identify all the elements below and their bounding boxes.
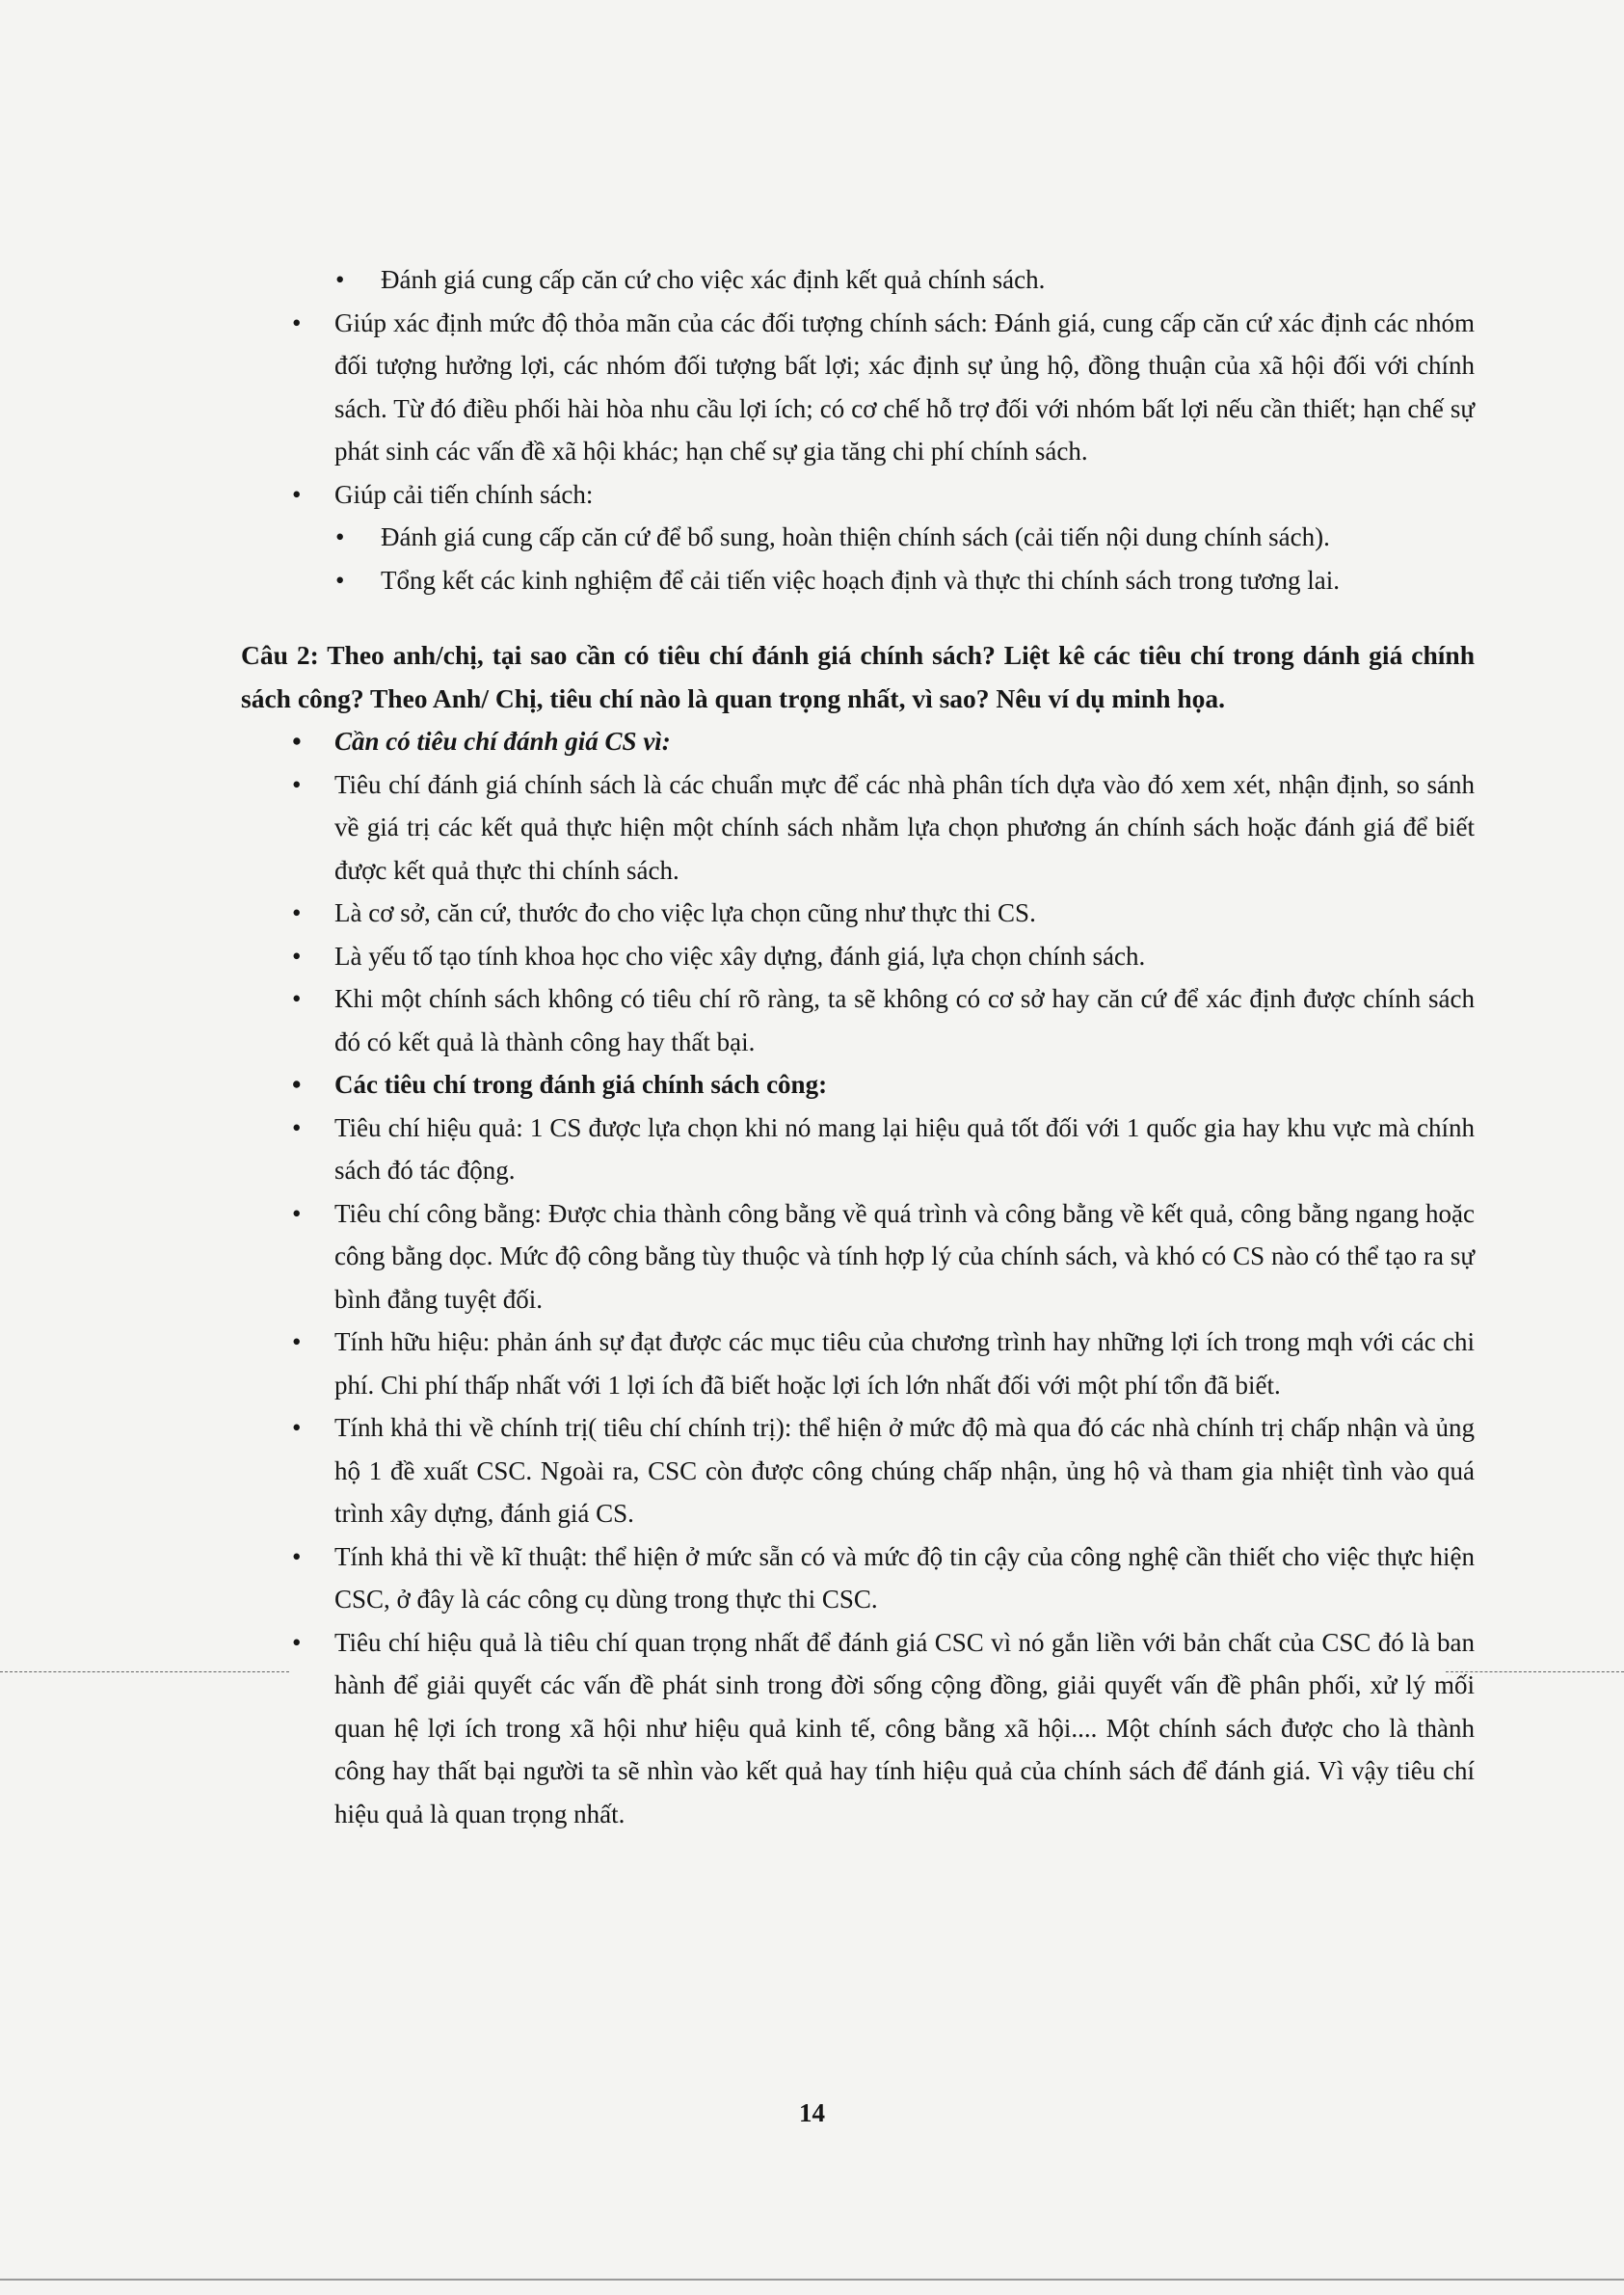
bullet-item: • Đánh giá cung cấp căn cứ để bổ sung, hoàn thiện chính sách (cải tiến nội dung chính sách). [241, 516, 1475, 559]
fold-line-left [0, 1671, 289, 1672]
page-number: 14 [799, 2098, 825, 2127]
question-heading: Câu 2: Theo anh/chị, tại sao cần có tiêu chí đánh giá chính sách? Liệt kê các tiêu chí trong dánh giá chính sách công? Theo Anh/ Chị, tiêu chí nào là quan trọng nhất, vì sao? Nêu ví dụ minh họa. [241, 640, 1475, 713]
bullet-item: • Tổng kết các kinh nghiệm để cải tiến việc hoạch định và thực thi chính sách trong tương lai. [241, 559, 1475, 602]
bullet-item: • Tiêu chí hiệu quả: 1 CS được lựa chọn khi nó mang lại hiệu quả tốt đối với 1 quốc gia hay khu vực mà chính sách đó tác động. [241, 1107, 1475, 1192]
page-content [241, 258, 1475, 1835]
bullet-item: • Tiêu chí công bằng: Được chia thành công bằng về quá trình và công bằng về kết quả, công bằng ngang hoặc công bằng dọc. Mức độ công bằng tùy thuộc và tính hợp lý của chính sách, và khó có CS nào có thể tạo ra sự bình đẳng tuyệt đối. [241, 1192, 1475, 1321]
bullet-item: • Tiêu chí hiệu quả là tiêu chí quan trọng nhất để đánh giá CSC vì nó gắn liền với bản chất của CSC đó là ban hành để giải quyết các vấn đề phát sinh trong đời sống cộng đồng, giải quyết vấn đề phân phối, xử lý mối quan hệ lợi ích trong xã hội như hiệu quả kinh tế, công bằng xã hội.... Một chính sách được cho là thành công hay thất bại người ta sẽ nhìn vào kết quả hay tính hiệu quả của chính sách để đánh giá. Vì vậy tiêu chí hiệu quả là quan trọng nhất. [241, 1621, 1475, 1836]
bullet-item: • Cần có tiêu chí đánh giá CS vì: [241, 720, 1475, 763]
page-bottom-edge [0, 2279, 1624, 2281]
bullet-item: • Là yếu tố tạo tính khoa học cho việc xây dựng, đánh giá, lựa chọn chính sách. [241, 935, 1475, 978]
bullet-item: • Tính khả thi về chính trị( tiêu chí chính trị): thể hiện ở mức độ mà qua đó các nhà chính trị chấp nhận và ủng hộ 1 đề xuất CSC. Ngoài ra, CSC còn được công chúng chấp nhận, ủng hộ và tham gia nhiệt tình vào quá trình xây dựng, đánh giá CS. [241, 1406, 1475, 1535]
bullet-item: • Tiêu chí đánh giá chính sách là các chuẩn mực để các nhà phân tích dựa vào đó xem xét, nhận định, so sánh về giá trị các kết quả thực hiện một chính sách nhằm lựa chọn phương án chính sách hoặc đánh giá để biết được kết quả thực thi chính sách. [241, 763, 1475, 893]
bullet-item: • Là cơ sở, căn cứ, thước đo cho việc lựa chọn cũng như thực thi CS. [241, 892, 1475, 935]
bullet-item: • Tính hữu hiệu: phản ánh sự đạt được các mục tiêu của chương trình hay những lợi ích trong mqh với các chi phí. Chi phí thấp nhất với 1 lợi ích đã biết hoặc lợi ích lớn nhất đối với một phí tổn đã biết. [241, 1321, 1475, 1406]
bullet-item: • Các tiêu chí trong đánh giá chính sách công: [241, 1063, 1475, 1107]
bullet-item: • Đánh giá cung cấp căn cứ cho việc xác định kết quả chính sách. [241, 258, 1475, 302]
fold-line-right [1446, 1671, 1624, 1672]
bullet-item: • Giúp cải tiến chính sách: [241, 473, 1475, 517]
bullet-item: • Khi một chính sách không có tiêu chí rõ ràng, ta sẽ không có cơ sở hay căn cứ để xác định được chính sách đó có kết quả là thành công hay thất bại. [241, 977, 1475, 1063]
bullet-item: • Tính khả thi về kĩ thuật: thể hiện ở mức sẵn có và mức độ tin cậy của công nghệ cần thiết cho việc thực hiện CSC, ở đây là các công cụ dùng trong thực thi CSC. [241, 1535, 1475, 1621]
bullet-item: • Giúp xác định mức độ thỏa mãn của các đối tượng chính sách: Đánh giá, cung cấp căn cứ xác định các nhóm đối tượng hưởng lợi, các nhóm đối tượng bất lợi; xác định sự ủng hộ, đồng thuận của xã hội đối với chính sách. Từ đó điều phối hài hòa nhu cầu lợi ích; có cơ chế hỗ trợ đối với nhóm bất lợi nếu cần thiết; hạn chế sự phát sinh các vấn đề xã hội khác; hạn chế sự gia tăng chi phí chính sách. [241, 302, 1475, 473]
